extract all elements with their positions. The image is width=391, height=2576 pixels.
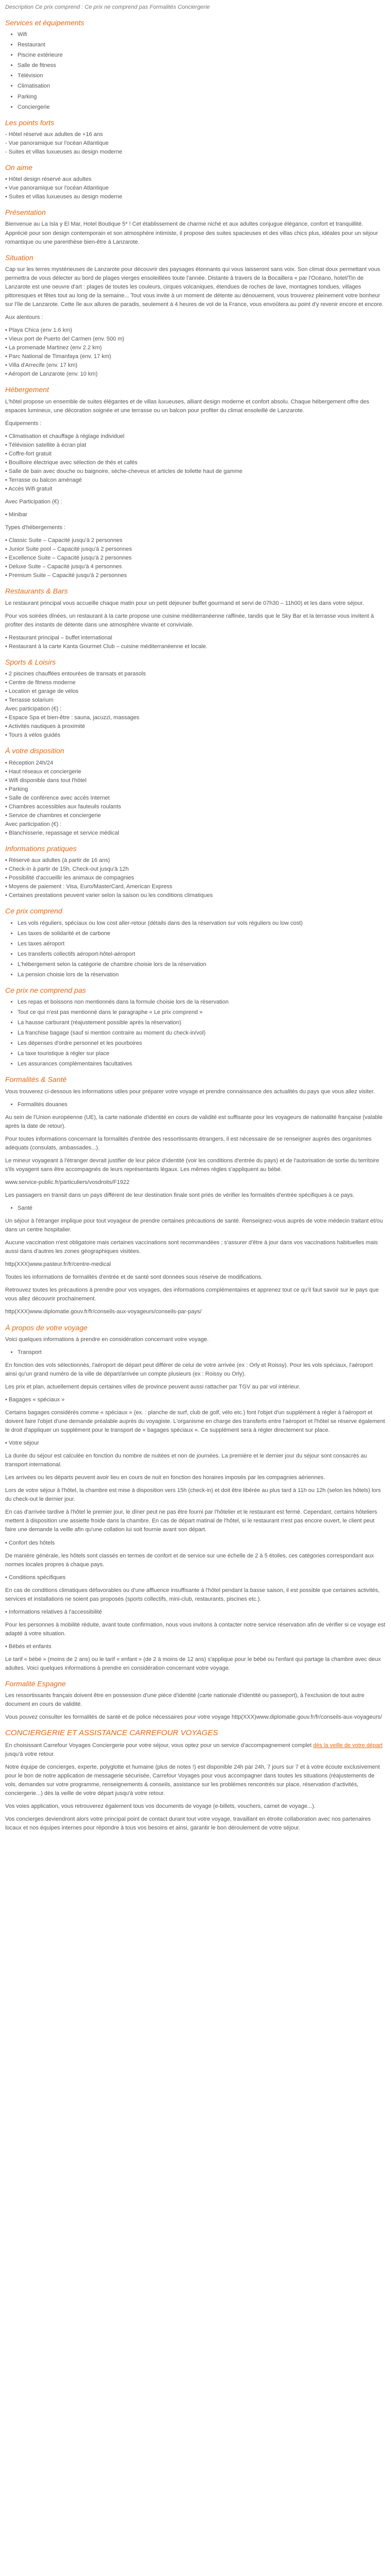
line-list (5, 511, 386, 519)
section-title: Restaurants & Bars (5, 587, 68, 596)
list-line: • Chambres accessibles aux fauteuils roulants (5, 803, 121, 810)
paragraph: La durée du séjour est calculée en fonction du nombre de nuitées et non de journées. La première et le dernier jour du séjour sont consacrés au transport international. (5, 1453, 367, 1468)
list-item: • Piscine extérieure (18, 51, 386, 60)
list-item: • La franchise bagage (sauf si mention contraire au moment du check-in/vol) (18, 1029, 386, 1038)
section-title: CONCIERGERIE ET ASSISTANCE CARREFOUR VOYAGES (5, 1728, 218, 1738)
list-line: • Minibar (5, 512, 27, 518)
list-line: • Vieux port de Puerto del Carmen (env. 500 m) (5, 336, 124, 343)
content-sections (5, 18, 386, 1833)
list-item: • Les dépenses d'ordre personnel et les pourboires (18, 1039, 386, 1048)
paragraph: Bienvenue au La Isla y El Mar, Hotel Boutique 5* ! Cet établissement de charme niché et aux adultes conjugue élégance, confort et tranquillité. Apprécié pour son design contemporain et son atmosphère intimiste, il propose des suites spacieuses et des villas chics plus, idéales pour un séjour romantique ou une parenthèse bien-être à Lanzarote. (5, 221, 378, 245)
intro-nav-text: Description Ce prix comprend : Ce prix ne comprend pas Formalités Conciergerie (5, 4, 210, 10)
list-item: • Parking (18, 93, 386, 101)
bullet-list (5, 30, 386, 111)
section-title: Ce prix ne comprend pas (5, 986, 86, 994)
bullet-list (5, 998, 386, 1069)
list-line: • Possibilité d'accueillir les animaux de compagnies (5, 875, 134, 882)
list-line: • Parking (5, 786, 28, 792)
list-line: - Vue panoramique sur l'océan Atlantique (5, 140, 109, 146)
paragraph: En cas d'arrivée tardive à l'hôtel le premier jour, le dîner peut ne pas être fourni par l'hôtelier et le restaurant est fermé. Cependant, certains hôteliers mettent à disposition une assiette froide dans la chambre. En cas de départ matinal de l'hôtel, si le restaurant n'est pas encore ouvert, le client peut faire une demande la veille afin qu'une collation lui soit fournie avant son départ. (5, 1509, 378, 1533)
list-line: • Certaines prestations peuvent varier selon la saison ou les conditions climatiques (5, 892, 213, 899)
bullet-list (5, 1204, 386, 1213)
section-on-aime (5, 163, 386, 201)
list-line: • Hôtel design réservé aux adultes (5, 176, 92, 183)
list-line: • Salle de conférence avec accès Internet (5, 794, 110, 801)
list-item: • La hausse carburant (réajustement possible après la réservation) (18, 1019, 386, 1027)
paragraph: Vos concierges deviendront alors votre principal point de contact durant tout votre voyage, travaillant en étroite collaboration avec nos partenaires locaux et nos équipes internes pour répondre à tous vos besoins et ainsi, garantir le bon déroulement de votre séjour. (5, 1816, 371, 1832)
list-line: • Aéroport de Lanzarote (env. 10 km) (5, 371, 98, 378)
list-line: • Activités nautiques à proximité (5, 723, 85, 730)
list-line: • Terrasse ou balcon aménagé (5, 477, 82, 483)
section-les-points-forts (5, 118, 386, 157)
section-title: Hébergement (5, 385, 49, 394)
list-line: - Hôtel réservé aux adultes de +16 ans (5, 131, 103, 138)
list-line: • Villa d'Arrecife (env. 17 km) (5, 362, 78, 369)
list-item: • Les assurances complémentaires facultatives (18, 1060, 386, 1069)
paragraph: Le restaurant principal vous accueille chaque matin pour un petit déjeuner buffet gourmand et servi de 07h30 – 11h00) et les dans votre séjour. (5, 600, 364, 606)
section-title: Services et équipements (5, 19, 85, 27)
paragraph: Pour les personnes à mobilité réduite, avant toute confirmation, nous vous invitons à contacter notre service réservation afin de vérifier si ce voyage est adapté à votre situation. (5, 1621, 385, 1637)
list-line: • Réservé aux adultes (à partir de 16 ans) (5, 857, 110, 864)
line-list (5, 759, 386, 838)
list-item: • Les vols réguliers, spéciaux ou low cost aller-retour (détails dans des la réservation sur vols réguliers ou low cost) (18, 919, 386, 928)
section-a-propos-de-votre-voyage (5, 1323, 386, 1673)
list-item: • La pension choisie lors de la réservation (18, 971, 386, 979)
paragraph: Vous trouverez ci-dessous les informations utiles pour préparer votre voyage et prendre connaissance des actualités du pays que vous allez visiter. (5, 1088, 375, 1095)
section-hebergement (5, 385, 386, 580)
list-line: • Haut réseaux et conciergerie (5, 768, 82, 775)
section-title: À votre disposition (5, 747, 64, 755)
list-item: • Les transferts collectifs aéroport-hôtel-aéroport (18, 950, 386, 959)
list-line: • Wifi disponible dans tout l'hôtel (5, 777, 87, 784)
paragraph: Un séjour à l'étranger implique pour tout voyageur de prendre certaines précautions de santé. Renseignez-vous auprès de votre médecin traitant et/ou dans un centre hospitalier. (5, 1218, 383, 1233)
bullet-list (5, 919, 386, 979)
paragraph: Avec Participation (€) : (5, 499, 62, 505)
line-list (5, 130, 386, 157)
paragraph: Vous pouvez consulter les formalités de santé et de police nécessaires pour votre voyage http(XXX)www.diplomatie.gouv.fr/fr/conseils-aux-voyageurs/ (5, 1714, 382, 1721)
section-presentation (5, 208, 386, 246)
list-item: • Restaurant (18, 41, 386, 49)
list-line: • Centre de fitness moderne (5, 680, 76, 686)
list-line: • Excellence Suite – Capacité jusqu'à 2 personnes (5, 555, 132, 562)
section-ce-prix-comprend (5, 906, 386, 979)
paragraph: Les passagers en transit dans un pays différent de leur destination finale sont priés de vérifier les formalités d'entrée spécifiques à ce pays. (5, 1192, 354, 1198)
list-item: • Télévision (18, 72, 386, 80)
paragraph: • Bagages « spéciaux » (5, 1396, 65, 1403)
paragraph: • Informations relatives à l'accessibilité (5, 1608, 102, 1615)
section-ce-prix-ne-comprend-pas (5, 986, 386, 1069)
list-item: • Wifi (18, 30, 386, 39)
paragraph: Les ressortissants français doivent être en possession d'une pièce d'identité (carte nationale d'identité ou passeport), à l'exclusion de tout autre document en cours de validité. (5, 1692, 365, 1708)
line-list (5, 175, 386, 201)
list-item: • Climatisation (18, 82, 386, 91)
list-item: • Tout ce qui n'est pas mentionné dans le paragraphe « Le prix comprend » (18, 1008, 386, 1017)
paragraph: Certains bagages considérés comme « spéciaux » (ex. : planche de surf, club de golf, vélo etc.) font l'objet d'un supplément à régler à l'aéroport et doivent faire l'objet d'une demande préalable auprès du voyagiste. L'organisme en charge des transferts entre l'aéroport et l'hôtel se réserve également le droit d'appliquer un supplément pour le transport de « bagages spéciaux ». Ce supplément sera à régler directement sur place. (5, 1409, 385, 1434)
section-sports-loisirs (5, 657, 386, 740)
list-line: • Parc National de Timanfaya (env. 17 km) (5, 353, 111, 360)
list-line: • Bouilloire électrique avec sélection de thés et cafés (5, 459, 138, 466)
list-line: • Climatisation et chauffage à réglage individuel (5, 433, 125, 439)
paragraph: • Confort des hôtels (5, 1539, 55, 1546)
text-span: jusqu'à votre retour. (5, 1751, 55, 1757)
inline-link[interactable]: dès la veille de votre départ (313, 1742, 383, 1749)
list-line: • La promenade Martinez (env 2.2 km) (5, 345, 102, 351)
section-title: Formalités & Santé (5, 1075, 67, 1084)
text-span: En choisissant Carrefour Voyages Conciergerie pour votre séjour, vous optez pour un service d'accompagnement complet (5, 1742, 314, 1749)
list-line: • Vue panoramique sur l'océan Atlantique (5, 185, 109, 192)
list-item: • Santé (18, 1204, 386, 1213)
paragraph: Retrouvez toutes les précautions à prendre pour vos voyages, des informations complémentaires et apprenez tout ce qu'il faut savoir sur le pays que vous allez découvrir prochainement. (5, 1287, 379, 1302)
paragraph: Le mineur voyageant à l'étranger devrait justifier de leur pièce d'identité (voir les conditions d'entrée du pays) et de l'autorisation de sortie du territoire s'ils voyagent sans être accompagnés de leurs représentants légaux. Les mêmes règles s'appliquent au bébé. (5, 1157, 380, 1173)
paragraph: En fonction des vols sélectionnés, l'aéroport de départ peut différer de celui de votre arrivée (ex : Orly et Roissy). Pour les vols spéciaux, l'aéroport ainsi qu'un grand numéro de la ville de départ/arrivée un compte plusieurs (ex : Roissy ou Orly). (5, 1362, 373, 1377)
list-item: • L'hébergement selon la catégorie de chambre choisie lors de la réservation (18, 960, 386, 969)
list-line: • Junior Suite pool – Capacité jusqu'à 2 personnes (5, 546, 132, 553)
paragraph: Équipements : (5, 420, 42, 427)
list-line: • Espace Spa et bien-être : sauna, jacuzzi, massages (5, 715, 140, 721)
list-item: • Formalités douanes (18, 1100, 386, 1109)
list-line: • Deluxe Suite – Capacité jusqu'à 4 personnes (5, 564, 122, 570)
paragraph: • Bébés et enfants (5, 1643, 52, 1650)
section-a-votre-disposition (5, 746, 386, 838)
list-item: • Salle de fitness (18, 61, 386, 70)
list-line: • Blanchisserie, repassage et service médical (5, 829, 119, 836)
list-item: • Les taxes aéroport (18, 940, 386, 948)
paragraph: Aux alentours : (5, 314, 43, 321)
section-title: Sports & Loisirs (5, 657, 56, 666)
list-line: • Check-in à partir de 15h, Check-out jusqu'à 12h (5, 866, 129, 873)
list-line: Avec participation (€) : (5, 821, 62, 827)
list-line: • Suites et villas luxueuses au design moderne (5, 194, 123, 200)
list-item: • Conciergerie (18, 103, 386, 112)
section-title: On aime (5, 163, 32, 172)
paragraph: Lors de votre séjour à l'hôtel, la chambre est mise à disposition vers 15h (check-in) et doit être libérée au plus tard à 11h ou 12h (selon les hôtels) lors du check-out le dernier jour. (5, 1487, 381, 1503)
paragraph: http(XXX)www.diplomatie.gouv.fr/fr/conseils-aux-voyageurs/conseils-par-pays/ (5, 1309, 202, 1315)
list-line: • Premium Suite – Capacité jusqu'à 2 personnes (5, 572, 127, 579)
line-list (5, 856, 386, 900)
list-line: • Télévision satellite à écran plat (5, 442, 87, 448)
paragraph: • Votre séjour (5, 1440, 39, 1447)
list-line: • Service de chambres et conciergerie (5, 812, 101, 819)
paragraph: Cap sur les terres mystérieuses de Lanzarote pour découvrir des paysages étonnants qui vous laisseront sans voix. Son climat doux permettant vous permettra de vous délecter au bord de plages vierges ensoleillées toute l'année. Distante à travers de la Bocaillera « par l'Océano, hotel/Tin de Lanzarote est une oeuvre d'art : plages de toutes les couleurs, cirques volcaniques, étendues de roches de lave, montagnes tondues, villages pittoresques et fêtes tout au long de la semaine... Tout vous invite à un moment de détente au dénouement, vous trouverez pleinement votre bonheur sur l'île de Lanzarote. Cette île aux allures de paradis, seulement à 4 heures de vol de la France, vous envoûtera au point d'y revenir encore et encore. (5, 266, 384, 308)
section-title: Formalité Espagne (5, 1680, 66, 1688)
bullet-list (5, 1348, 386, 1357)
section-title: À propos de votre voyage (5, 1323, 88, 1332)
paragraph (5, 1741, 386, 1759)
section-formalites-sante (5, 1075, 386, 1316)
list-line: - Suites et villas luxueuses au design moderne (5, 148, 122, 155)
list-line: • Location et garage de vélos (5, 688, 79, 695)
bullet-list (5, 1100, 386, 1109)
section-formalite-espagne (5, 1679, 386, 1722)
list-line: Avec participation (€) : (5, 706, 62, 713)
paragraph: Les prix et plan, actuellement depuis certaines villes de province peuvent aussi rattacher par TGV au par vol intérieur. (5, 1383, 301, 1390)
list-line: • Terrasse solarium (5, 697, 54, 704)
section-informations-pratiques (5, 844, 386, 900)
paragraph: Le tarif « bébé » (moins de 2 ans) ou le tarif « enfant » (de 2 à moins de 12 ans) s'applique pour le bébé ou l'enfant qui partage la chambre avec deux adultes. Voici quelques informations à prendre en considération concernant votre voyage. (5, 1656, 381, 1672)
section-situation (5, 253, 386, 379)
paragraph: Types d'hébergements : (5, 524, 66, 531)
paragraph: De manière générale, les hôtels sont classés en termes de confort et de service sur une échelle de 2 à 5 étoiles, ces catégories correspondant aux normes locales propres à chaque pays. (5, 1552, 374, 1568)
section-restaurants-bars (5, 586, 386, 651)
list-item: • Les repas et boissons non mentionnés dans la formule choisie lors de la réservation (18, 998, 386, 1007)
paragraph: Au sein de l'Union européenne (UE), la carte nationale d'identité en cours de validité est suffisante pour les voyageurs de nationalité française (valable après la date de retour). (5, 1114, 383, 1129)
paragraph: En cas de conditions climatiques défavorables ou d'une affluence insuffisante à l'hôtel pendant la basse saison, il est possible que certaines activités, services et installations ne soient pas proposés (sports collectifs, mini-club, restaurants, piscines etc.). (5, 1587, 380, 1602)
section-conciergerie-et-assistance-carrefour-voyages (5, 1728, 386, 1833)
paragraph: Vos voies application, vous retrouverez également tous vos documents de voyage (e-billets, vouchers, carnet de voyage...). (5, 1803, 316, 1810)
list-item: • Transport (18, 1348, 386, 1357)
paragraph: Les arrivées ou les départs peuvent avoir lieu en cours de nuit en fonction des horaires imposés par les compagnies aériennes. (5, 1475, 325, 1481)
paragraph: Toutes les informations de formalités d'entrée et de santé sont données sous réserve de modifications. (5, 1274, 263, 1281)
section-title: Ce prix comprend (5, 907, 62, 916)
list-line: • Réception 24h/24 (5, 759, 54, 766)
list-line: • Moyens de paiement : Visa, Euro/MasterCard, American Express (5, 884, 173, 890)
line-list (5, 670, 386, 740)
section-title: Informations pratiques (5, 844, 77, 853)
section-services-et-equipements (5, 18, 386, 112)
paragraph: L'hôtel propose un ensemble de suites élégantes et de villas luxueuses, alliant design moderne et confort absolu. Chaque hébergement offre des espaces lumineux, une décoration soignée et une terrasse ou un balcon pour profiter du climat ensoleillé de Lanzarote. (5, 398, 369, 414)
line-list (5, 536, 386, 580)
paragraph: • Conditions spécifiques (5, 1574, 66, 1581)
list-item: • Les taxes de solidarité et de carbone (18, 929, 386, 938)
section-title: Situation (5, 253, 34, 262)
line-list (5, 432, 386, 494)
paragraph: Notre équipe de concierges, experte, polyglotte et humaine (plus de notes !) est disponible 24h par 24h, 7 jours sur 7 et à votre écoute exclusivement pour le bon de notre application de messagerie sécurisée, Carrefour Voyages pour vous accompagner dans toutes les situations (réajustements de vols, demandes sur votre programme, renseignements & conseils, assistance sur les problèmes rencontrés sur place, réservation d'activités, conciergerie...) dès la veille de votre départ jusqu'à votre retour. (5, 1764, 380, 1797)
list-line: • Accès Wifi gratuit (5, 485, 53, 492)
section-title: Les points forts (5, 118, 54, 127)
list-line: • Playa Chica (env 1.6 km) (5, 327, 72, 334)
line-list (5, 634, 386, 651)
paragraph: Aucune vaccination n'est obligatoire mais certaines vaccinations sont recommandées ; s'assurer d'être à jour dans vos vaccinations habituelles mais aussi dans d'autres les zones géographiques visitées. (5, 1240, 378, 1255)
list-item: • La taxe touristique à régler sur place (18, 1049, 386, 1058)
paragraph: www.service-public.fr/particuliers/vosdroits/F1922 (5, 1179, 129, 1185)
paragraph: Pour toutes informations concernant la formalités d'entrée des ressortissants étrangers, il est nécessaire de se renseigner auprès des organismes adéquats (consulats, ambassades...). (5, 1136, 372, 1151)
list-line: • 2 piscines chauffées entourées de transats et parasols (5, 670, 146, 677)
line-list (5, 326, 386, 379)
list-line: • Salle de bain avec douche ou baignoire, sèche-cheveux et articles de toilette haut de gamme (5, 468, 243, 474)
list-line: • Restaurant à la carte Kanta Gourmet Club – cuisine méditerranéenne et locale. (5, 643, 208, 650)
list-line: • Classic Suite – Capacité jusqu'à 2 personnes (5, 537, 123, 544)
paragraph: Pour vos soirées dînées, un restaurant à la carte propose une cuisine méditerranéenne raffinée, tandis que le Sky Bar et la terrasse vous invitent à profiter des instants de détente dans une atmosphère vivante et conviviale. (5, 613, 374, 628)
section-title: Présentation (5, 208, 46, 217)
paragraph: Voici quelques informations à prendre en considération concernant votre voyage. (5, 1336, 209, 1343)
paragraph: http(XXX)www.pasteur.fr/fr/centre-medical (5, 1261, 111, 1268)
list-line: • Coffre-fort gratuit (5, 450, 52, 457)
list-line: • Restaurant principal – buffet international (5, 634, 112, 641)
list-line: • Tours à vélos guidés (5, 732, 60, 739)
